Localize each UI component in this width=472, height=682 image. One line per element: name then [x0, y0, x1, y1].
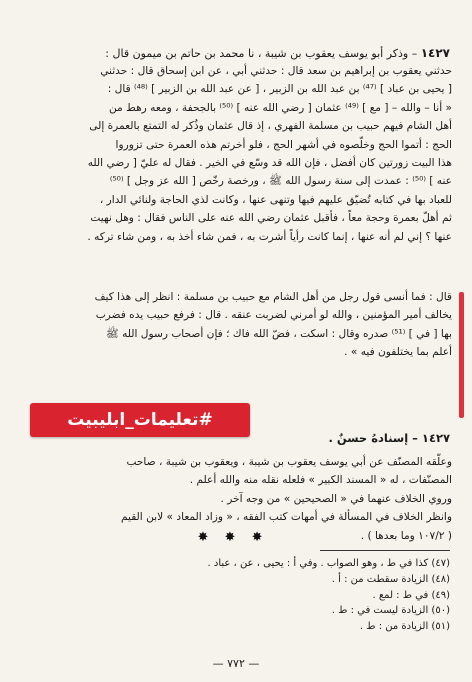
- entry-1427-header: [20, 44, 450, 63]
- footnote-rule: [320, 550, 450, 551]
- text-line: وروي الخلاف عنهما في « الصحيحين » من وجه آخر .: [220, 492, 452, 505]
- footnote-item: (٤٧) كذا في ط ، وهو الصواب . وفي أ : يحيى ، عن ، عباد .: [207, 558, 450, 569]
- entry-header-text: – وذكر أبو يوسف يعقوب بن شيبة ، نا محمد بن حاتم بن ميمون قال :: [105, 47, 418, 60]
- highlighted-passage: [22, 288, 452, 420]
- text-line: المصنّفات ، له « المسند الكبير » فلعله نقله منه والله أعلم .: [189, 474, 452, 487]
- highlight-marker: [459, 292, 464, 418]
- text-line: ثم أهلّ بعمرة وحجة معاً ، فأقبل عثمان رضي الله عنه على الناس فقال : وهل نهيت: [90, 212, 452, 225]
- hadith-text: [22, 62, 452, 267]
- text-line: عنها ؟ إني لم أنه عنها ، إنما كانت رأياً أشرت به ، فمن شاء أخذ به ، ومن شاء تركه .: [87, 230, 452, 243]
- text-line: بها [ في ] ⁽⁵¹⁾ صدره وقال : اسكت ، فضّ الله فاك ؛ فإن أصحاب رسول الله ﷺ: [105, 327, 452, 340]
- text-line: حدثني يعقوب بن إبراهيم بن سعد قال : حدثني أبي ، عن ابن إسحاق قال : حدثني: [100, 65, 452, 77]
- footnote-item: (٤٨) الزيادة سقطت من : أ .: [331, 573, 450, 585]
- text-line: وانظر الخلاف في المسألة في أمهات كتب الفقه ، « وزاد المعاد » لابن القيم: [120, 511, 452, 524]
- text-line: [ يحيى بن عباد ] ⁽⁴⁷⁾ بن عبد الله بن الزبير ، [ عن عبد الله بن الزبير ] ⁽⁴⁸⁾ قال :: [107, 83, 452, 96]
- text-line: يخالف أمير المؤمنين ، والله لو أمرني لضربت عنقه . قال : فرفع حبيب يده فضرب: [95, 309, 452, 322]
- page-number: — ٧٧٢ —: [212, 657, 260, 670]
- footnote-item: (٥١) الزيادة من : ط .: [359, 621, 450, 633]
- text-line: الحج : أتموا الحج وخلّصوه في أشهر الحج ، فلو أخرتم هذه العمرة حتى تزوروا: [115, 138, 452, 151]
- text-line: وعلّقه المصنّف عن أبي يوسف يعقوب بن شيبة ، ويعقوب بن شيبة ، صاحب: [126, 456, 452, 468]
- footnotes-list: [150, 556, 450, 635]
- text-line: أعلم بما يختلفون فيه » .: [344, 346, 452, 359]
- footnote-item: (٥٠) الزيادة ليست في : ط .: [331, 605, 450, 617]
- entry-number: ١٤٢٧: [420, 46, 450, 60]
- text-line: هذا البيت زورتين كان أفضل ، فإن الله قد وسّع في الخير . فقال له عليّ [ رضي الله: [87, 157, 452, 170]
- text-line: قال : فما أنسى قول رجل من أهل الشام مع حبيب بن مسلمة : انظر إلى هذا كيف: [94, 291, 452, 303]
- text-line: عنه ] ⁽⁵⁰⁾ : عمدت إلى سنة رسول الله ﷺ ، ورخصة رخّص [ الله عز وجل ] ⁽⁵⁰⁾: [109, 175, 452, 188]
- hashtag-banner: #تعليمات_ابليبيت: [30, 403, 250, 437]
- text-line: للعباد بها في كتابه تُضيّق عليهم فيها وتنهى عنها ، وكانت لذي الحاجة ولنائي الدار ،: [99, 193, 452, 206]
- section-divider-stars: ✸ ✸ ✸: [197, 530, 269, 545]
- text-line: « أنا – والله – [ مع ] ⁽⁴⁹⁾ عثمان [ رضي الله عنه ] ⁽⁵⁰⁾ بالجحفة ، ومعه رهط من: [108, 101, 452, 114]
- text-line: ( ١٠٧/٢ وما بعدها ) .: [360, 529, 452, 542]
- entry-1427-grading-heading: ١٤٢٧ – إسنادهُ حسنٌ .: [328, 431, 450, 445]
- footnote-item: (٤٩) في ط : لمع .: [372, 589, 450, 601]
- text-line: أهل الشام فيهم حبيب بن مسلمة الفهري ، إذ قال عثمان وذُكر له التمتع بالعمرة إلى: [89, 120, 452, 133]
